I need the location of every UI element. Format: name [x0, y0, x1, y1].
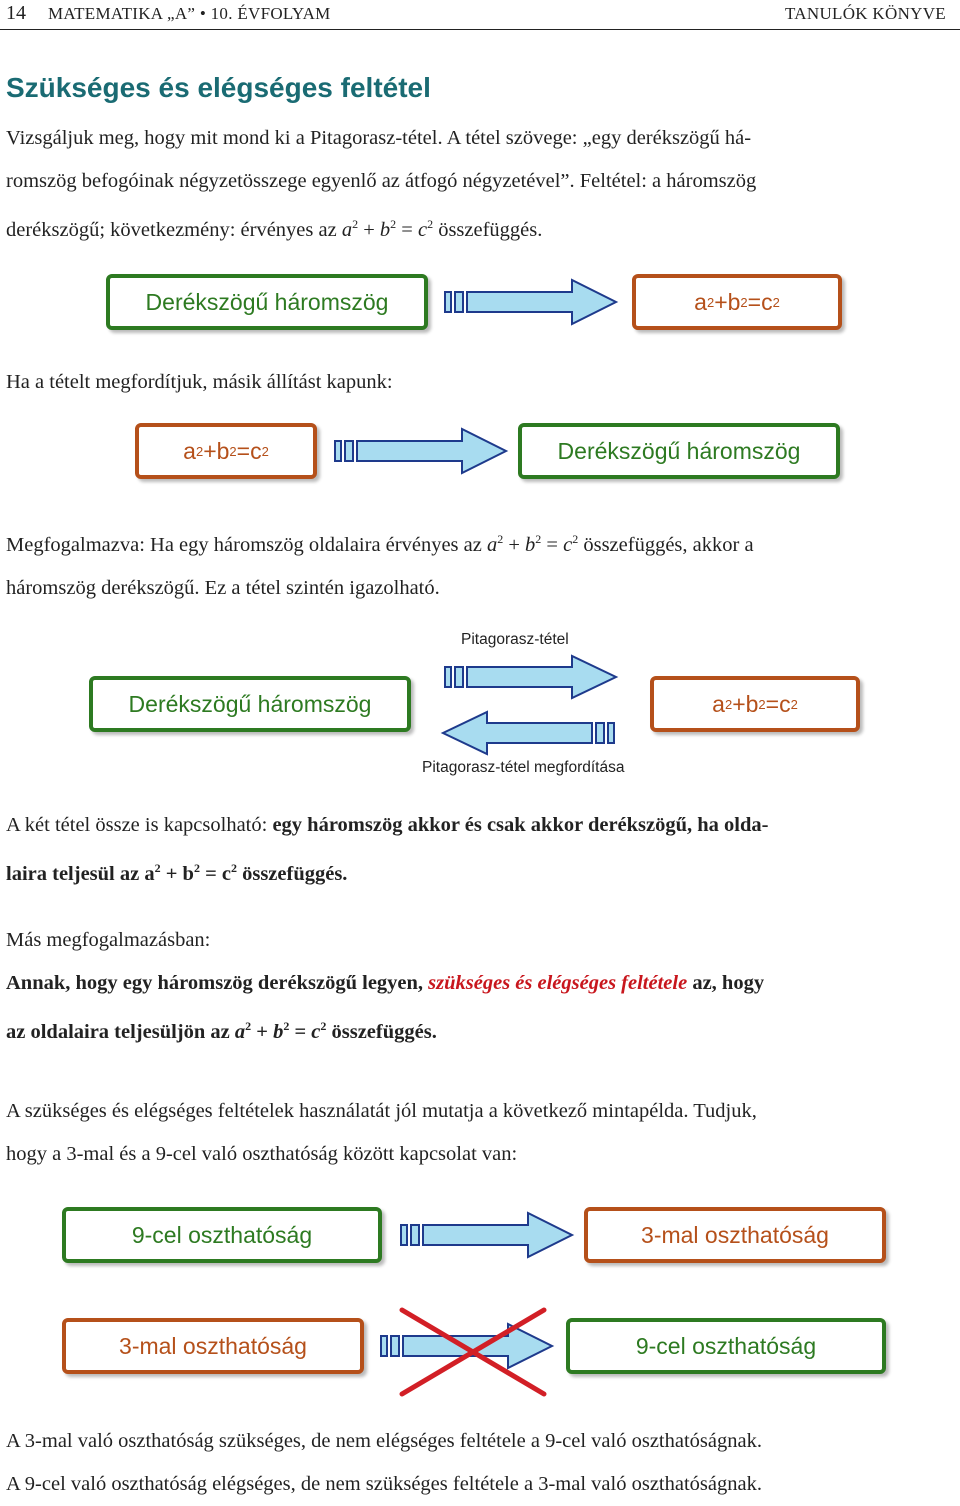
combined-paragraph: [6, 804, 946, 896]
converse-intro: Ha a tételt megfordítjuk, másik állítást kapunk:: [6, 371, 393, 393]
formulation-line-2: háromszög derékszögű. Ez a tétel szintén igazolható.: [6, 576, 440, 599]
theorem-label: Pitagorasz-tétel: [461, 631, 569, 648]
book-title: MATEMATIKA „A” • 10. ÉVFOLYAM: [48, 4, 331, 23]
other-line-2: az oldalaira teljesüljön az $a^2 + b^2 = c^2$ összefüggés.: [6, 1019, 437, 1043]
pythagoras-formula-box: a 2 + b 2 = c 2: [135, 423, 317, 479]
other-formulation: [6, 919, 946, 1054]
cross-out-icon: [398, 1306, 548, 1398]
pythagoras-formula-box: a 2 + b 2 = c 2: [650, 676, 860, 732]
converse-label: Pitagorasz-tétel megfordítása: [422, 759, 625, 776]
intro-line-3: derékszögű; következmény: érvényes az $a^2 + b^2 = c^2$ összefüggés.: [6, 217, 543, 241]
example-line-2: hogy a 3-mal és a 9-cel való oszthatóság között kapcsolat van:: [6, 1143, 518, 1165]
divisible-by-9-box: 9-cel oszthatóság: [566, 1318, 886, 1374]
combined-line-2: laira teljesül az $a^2 + b^2 = c^2$ összefüggés.: [6, 861, 348, 885]
divisible-by-9-box: 9-cel oszthatóság: [62, 1207, 382, 1263]
implies-arrow-right: [334, 427, 514, 477]
divisible-by-3-box: 3-mal oszthatóság: [584, 1207, 886, 1263]
example-paragraph: [6, 1090, 946, 1176]
implies-arrow-right: [400, 1211, 580, 1261]
right-triangle-box: Derékszögű háromszög: [89, 676, 411, 732]
book-type: TANULÓK KÖNYVE: [784, 4, 946, 23]
other-intro: Más megfogalmazásban:: [6, 929, 211, 951]
theorem-arrow-right: [444, 655, 624, 699]
intro-paragraph: [6, 117, 946, 252]
intro-line-2: romszög befogóinak négyzetösszege egyenlő az átfogó négyzetével”. Feltétel: a háromszög: [6, 170, 757, 192]
implies-arrow-right: [444, 278, 624, 328]
right-triangle-box: Derékszögű háromszög: [106, 274, 428, 330]
divisible-by-3-box: 3-mal oszthatóság: [62, 1318, 364, 1374]
combined-line-1: A két tétel össze is kapcsolható: egy háromszög akkor és csak akkor derékszögű, ha olda-: [6, 814, 769, 836]
pythagoras-formula-box: a 2 + b 2 = c 2: [632, 274, 842, 330]
right-triangle-box: Derékszögű háromszög: [518, 423, 840, 479]
conclusion-paragraph: [6, 1420, 946, 1506]
formulation-line-1: Megfogalmazva: Ha egy háromszög oldalaira érvényes az $a^2 + b^2 = c^2$ összefüggés, akkor a: [6, 532, 754, 556]
conclusion-line-2: A 9-cel való oszthatóság elégséges, de nem szükséges feltétele a 3-mal való oszthatóságnak.: [6, 1473, 762, 1495]
conclusion-line-1: A 3-mal való oszthatóság szükséges, de nem elégséges feltétele a 9-cel való oszthatóságnak.: [6, 1430, 762, 1452]
intro-line-1: Vizsgáljuk meg, hogy mit mond ki a Pitagorasz-tétel. A tétel szövege: „egy derékszögű há-: [6, 127, 752, 149]
converse-arrow-left: [440, 711, 620, 755]
page-number: 14: [6, 2, 26, 24]
section-title: Szükséges és elégséges feltétel: [6, 72, 431, 103]
header-rule: [0, 29, 960, 30]
other-line-1: Annak, hogy egy háromszög derékszögű legyen, szükséges és elégséges feltétele az, hogy: [6, 972, 765, 994]
example-line-1: A szükséges és elégséges feltételek használatát jól mutatja a következő mintapélda. Tudjuk,: [6, 1100, 757, 1122]
formulation-paragraph: [6, 518, 946, 610]
